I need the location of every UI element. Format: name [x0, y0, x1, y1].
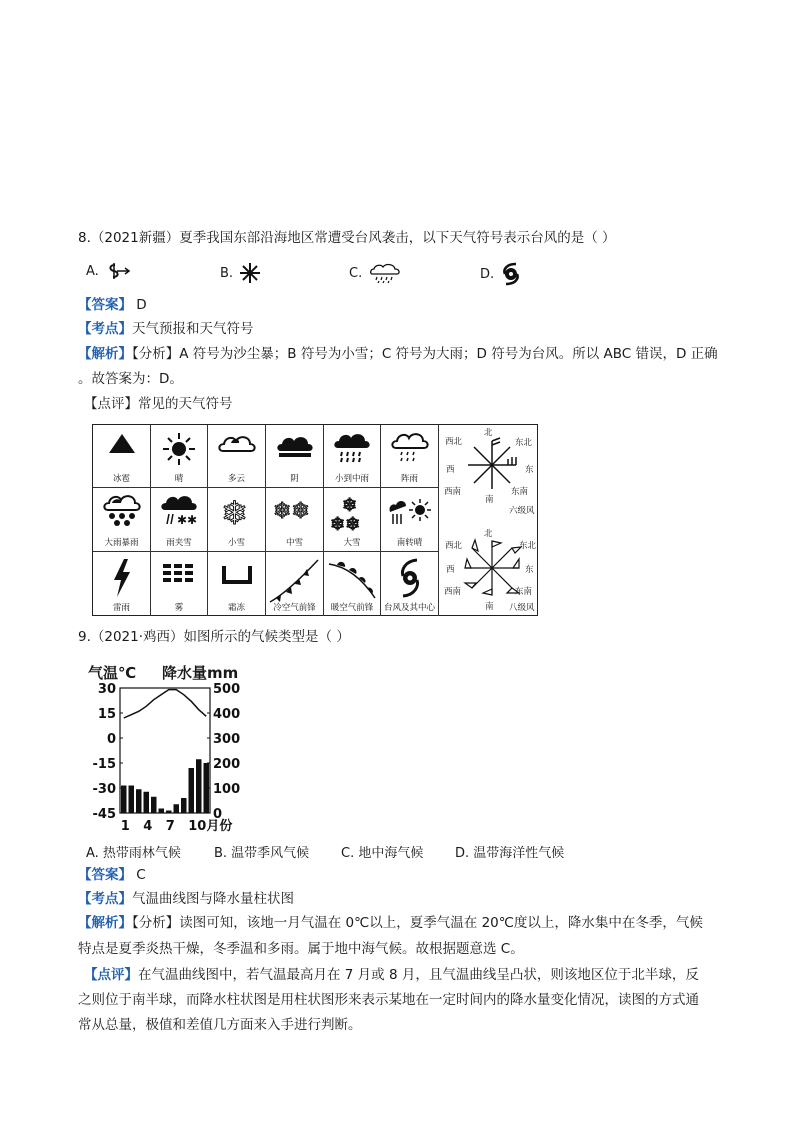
symbol-hail: 冰雹 — [93, 425, 151, 488]
q9-dianping-cont1: 之则位于南半球，而降水柱状图是用柱状图形来表示某地在一定时间内的降水量变化情况，读图的方式通 — [78, 992, 699, 1008]
x-tick-label: 1 — [120, 819, 130, 834]
y-left-tick-label: -30 — [92, 782, 116, 797]
symbol-light-snow: ❄ 小雪 — [208, 488, 266, 552]
q9-option-a[interactable]: A. 热带雨林气候 — [86, 846, 181, 861]
wind-6-barbs — [464, 437, 520, 493]
weather-symbol-table — [92, 424, 538, 616]
symbol-cold-front: 冷空气前锋 — [266, 552, 324, 616]
climate-plot — [86, 660, 246, 840]
symbol-cloudy: 多云 — [208, 425, 266, 488]
precipitation-bar — [204, 763, 210, 813]
q8-stem: 8.（2021新疆）夏季我国东部沿海地区常遭受台风袭击，以下天气符号表示台风的是（ ） — [78, 230, 616, 246]
symbol-light-moderate-rain: 小到中雨 — [324, 425, 381, 488]
q8-option-b[interactable]: B. — [220, 262, 261, 284]
x-tick-label: 7 — [165, 819, 175, 834]
q8-dianping: 【点评】常见的天气符号 — [84, 396, 233, 412]
svg-text:❄: ❄ — [342, 495, 358, 516]
symbol-shower: 阵雨 — [381, 425, 439, 488]
q9-dianping-cont2: 常从总量，极值和差值几方面来入手进行判断。 — [78, 1017, 362, 1033]
light-snow-icon — [239, 262, 261, 284]
y-left-tick-label: 0 — [106, 732, 116, 747]
svg-text:❄: ❄ — [220, 494, 248, 530]
precipitation-bar — [174, 804, 180, 813]
typhoon-icon — [500, 262, 522, 286]
y-left-tick-label: -15 — [92, 757, 116, 772]
q9-option-b[interactable]: B. 温带季风气候 — [214, 846, 310, 861]
q8-answer: 【答案】 D — [78, 297, 147, 313]
q9-dianping: 【点评】在气温曲线图中，若气温最高月在 7 月或 8 月，且气温曲线呈凸状，则该地区位于北半球，反 — [84, 967, 699, 983]
q8-jiexi-cont: 。故答案为：D。 — [78, 371, 183, 387]
precipitation-bar — [196, 759, 202, 813]
y-right-tick-label: 100 — [213, 782, 241, 797]
chart-title-precipitation: 降水量mm — [162, 664, 239, 682]
precipitation-bar — [151, 797, 157, 813]
y-right-tick-label: 200 — [213, 757, 241, 772]
y-right-tick-label: 0 — [213, 807, 223, 822]
symbol-frost: 霜冻 — [208, 552, 266, 616]
climate-chart — [86, 660, 246, 840]
symbol-fog: 雾 — [151, 552, 208, 616]
y-left-tick-label: 30 — [97, 682, 116, 697]
symbol-sunny: 晴 — [151, 425, 208, 488]
q8-option-c[interactable]: C. — [349, 262, 402, 284]
q9-option-d[interactable]: D. 温带海洋性气候 — [455, 846, 565, 861]
q8-kaodian: 【考点】天气预报和天气符号 — [78, 321, 254, 337]
sandstorm-icon — [105, 262, 131, 280]
symbol-warm-front: 暖空气前锋 — [324, 552, 381, 616]
precipitation-bar — [144, 792, 150, 813]
precipitation-bar — [136, 789, 142, 813]
y-right-tick-label: 500 — [213, 682, 241, 697]
x-tick-label: 10月份 — [188, 819, 233, 834]
precipitation-bar — [159, 809, 165, 814]
symbol-heavy-rain: 大雨暴雨 — [93, 488, 151, 552]
svg-text:❄❄: ❄❄ — [330, 514, 361, 534]
q9-jiexi: 【解析】【分析】读图可知，该地一月气温在 0℃以上，夏季气温在 20℃度以上，降水集中在冬季，气候 — [78, 915, 703, 931]
symbol-moderate-snow: ❄❄ 中雪 — [266, 488, 324, 552]
y-left-tick-label: -45 — [92, 807, 116, 822]
y-right-tick-label: 400 — [213, 707, 241, 722]
q9-answer: 【答案】 C — [78, 867, 146, 883]
q9-kaodian: 【考点】气温曲线图与降水量柱状图 — [78, 891, 294, 907]
q9-jiexi-cont: 特点是夏季炎热干燥，冬季温和多雨。属于地中海气候。故根据题意选 C。 — [78, 941, 524, 957]
q9-option-c[interactable]: C. 地中海气候 — [341, 846, 424, 861]
symbol-typhoon-center: 台风及其中心 — [381, 552, 439, 616]
x-tick-label: 4 — [143, 819, 153, 834]
q9-stem: 9.（2021·鸡西）如图所示的气候类型是（ ） — [78, 629, 350, 645]
precipitation-bar — [181, 798, 187, 813]
symbol-thunderstorm: 雷雨 — [93, 552, 151, 616]
precipitation-bar — [166, 811, 172, 814]
symbol-rain-to-sunny: 南转晴 — [381, 488, 439, 552]
q8-option-a[interactable]: A. — [86, 262, 131, 280]
q8-option-d[interactable]: D. — [480, 262, 522, 286]
precipitation-bar — [189, 768, 195, 813]
q8-jiexi: 【解析】【分析】A 符号为沙尘暴；B 符号为小雪；C 符号为大雨；D 符号为台风。所以 ABC 错误，D 正确 — [78, 346, 718, 362]
symbol-heavy-snow: ❄ ❄❄ 大雪 — [324, 488, 381, 552]
symbol-overcast: 阴 — [266, 425, 324, 488]
svg-text:✱✱: ✱✱ — [177, 513, 198, 527]
heavy-rain-icon — [368, 262, 402, 284]
symbol-sleet: ✱✱ 雨夹雪 — [151, 488, 208, 552]
chart-title-temperature: 气温℃ — [88, 664, 137, 682]
temperature-line — [124, 690, 207, 718]
precipitation-bar — [121, 786, 127, 814]
wind-level-8-diagram: 西北 北 东北 西 东 西南 南 东南 八级风 — [444, 529, 537, 613]
precipitation-bar — [129, 786, 135, 814]
y-right-tick-label: 300 — [213, 732, 241, 747]
svg-text:❄❄: ❄❄ — [272, 499, 310, 524]
wind-8-barbs — [461, 537, 523, 599]
y-left-tick-label: 15 — [97, 707, 116, 722]
wind-level-6-diagram: 西北 北 东北 西 东 西南 南 东南 六级风 — [444, 428, 535, 516]
